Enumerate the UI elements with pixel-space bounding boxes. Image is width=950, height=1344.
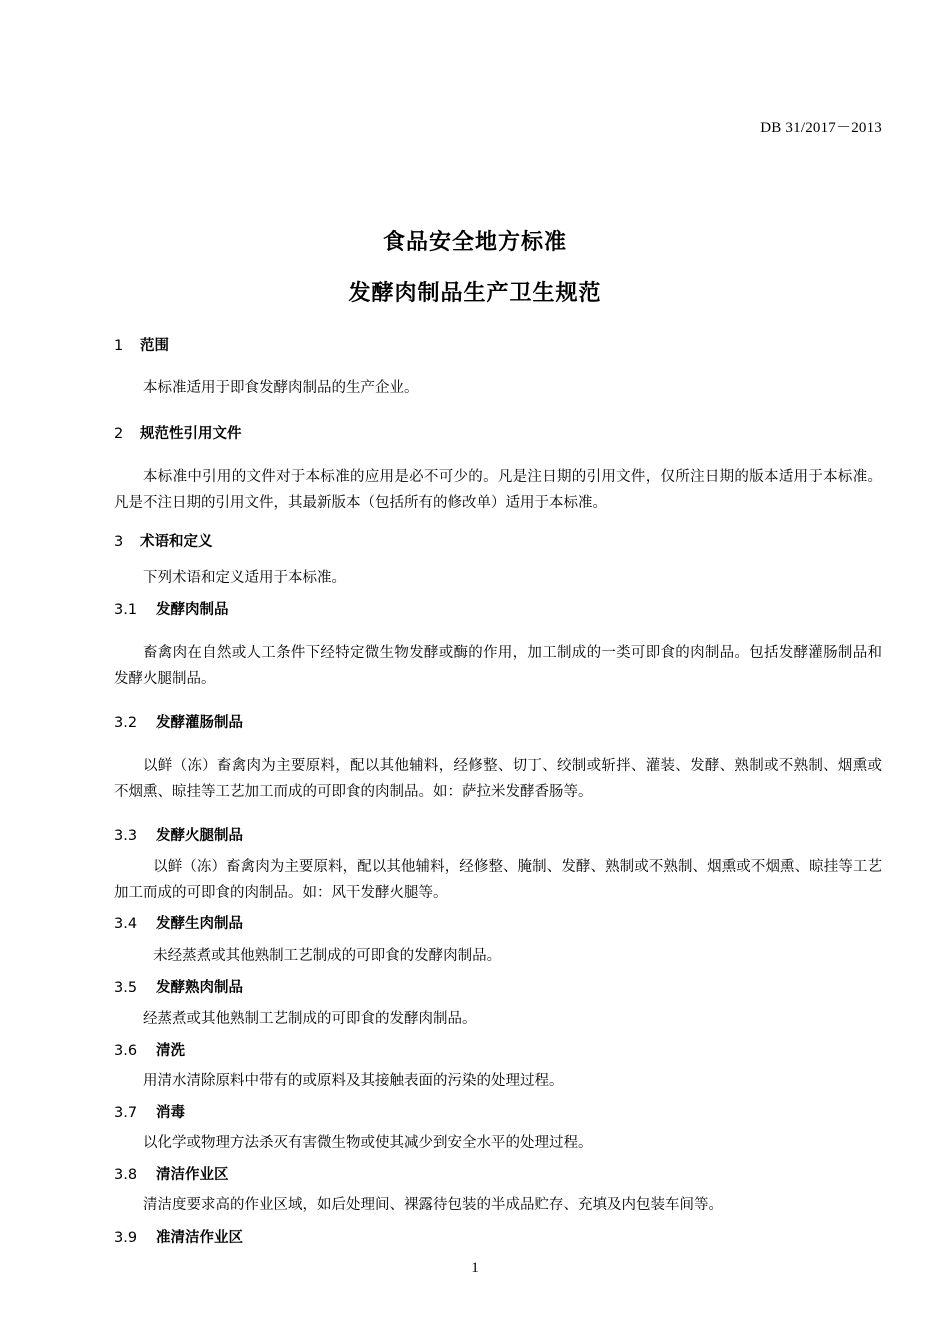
section-paragraph-3-6: 用清水清除原料中带有的或原料及其接触表面的污染的处理过程。 [143, 1073, 564, 1089]
section-number: 3.1 [114, 602, 138, 618]
section-paragraph-1: 本标准适用于即食发酵肉制品的生产企业。 [143, 380, 419, 396]
section-title: 消毒 [156, 1105, 185, 1121]
section-title: 术语和定义 [140, 534, 213, 550]
section-heading-3 [114, 530, 213, 551]
section-title: 发酵火腿制品 [156, 828, 243, 844]
standard-code: DB 31/2017－2013 [760, 120, 882, 136]
section-paragraph-3-3: 以鲜（冻）畜禽肉为主要原料，配以其他辅料，经修整、腌制、发酵、熟制或不熟制、烟熏或不烟熏、晾挂等工艺加工而成的可即食的肉制品。如：风干发酵火腿等。 [114, 859, 882, 901]
section-heading-3-4 [114, 912, 243, 933]
section-title: 发酵肉制品 [156, 602, 229, 618]
section-paragraph-3-1: 畜禽肉在自然或人工条件下经特定微生物发酵或酶的作用，加工制成的一类可即食的肉制品。包括发酵灌肠制品和发酵火腿制品。 [114, 645, 882, 687]
section-number: 3.4 [114, 916, 138, 932]
section-title: 清洁作业区 [156, 1167, 229, 1183]
document-title: 食品安全地方标准 [382, 230, 567, 255]
section-number: 1 [114, 338, 124, 354]
section-title: 发酵熟肉制品 [156, 980, 243, 996]
section-heading-3-9 [114, 1226, 243, 1247]
section-heading-3-1 [114, 598, 229, 619]
section-paragraph-2: 本标准中引用的文件对于本标准的应用是必不可少的。凡是注日期的引用文件，仅所注日期的版本适用于本标准。凡是不注日期的引用文件，其最新版本（包括所有的修改单）适用于本标准。 [114, 469, 882, 511]
section-number: 3 [114, 534, 124, 550]
section-heading-3-6 [114, 1039, 185, 1060]
section-heading-3-8 [114, 1163, 229, 1184]
section-number: 3.5 [114, 980, 138, 996]
section-paragraph-3: 下列术语和定义适用于本标准。 [143, 570, 346, 586]
page-number: 1 [471, 1260, 479, 1276]
section-number: 3.2 [114, 715, 138, 731]
section-heading-2 [114, 422, 242, 443]
section-title: 准清洁作业区 [156, 1230, 243, 1246]
section-number: 3.6 [114, 1043, 138, 1059]
section-paragraph-3-8: 清洁度要求高的作业区域，如后处理间、裸露待包装的半成品贮存、充填及内包装车间等。 [143, 1197, 723, 1213]
section-number: 3.3 [114, 828, 138, 844]
section-title: 清洗 [156, 1043, 185, 1059]
section-number: 3.7 [114, 1105, 138, 1121]
section-heading-3-3 [114, 824, 243, 845]
section-title: 发酵灌肠制品 [156, 715, 243, 731]
section-number: 3.8 [114, 1167, 138, 1183]
section-title: 范围 [140, 338, 169, 354]
section-number: 3.9 [114, 1230, 138, 1246]
section-number: 2 [114, 426, 124, 442]
section-title: 发酵生肉制品 [156, 916, 243, 932]
section-title: 规范性引用文件 [140, 426, 242, 442]
section-paragraph-3-7: 以化学或物理方法杀灭有害微生物或使其减少到安全水平的处理过程。 [143, 1135, 593, 1151]
section-paragraph-3-2: 以鲜（冻）畜禽肉为主要原料，配以其他辅料，经修整、切丁、绞制或斩拌、灌装、发酵、熟制或不熟制、烟熏或不烟熏、晾挂等工艺加工而成的可即食的肉制品。如：萨拉米发酵香肠等。 [114, 758, 882, 800]
section-paragraph-3-4: 未经蒸煮或其他熟制工艺制成的可即食的发酵肉制品。 [153, 948, 502, 964]
document-subtitle: 发酵肉制品生产卫生规范 [348, 281, 602, 306]
section-heading-3-5 [114, 976, 243, 997]
section-heading-3-7 [114, 1101, 185, 1122]
section-paragraph-3-5: 经蒸煮或其他熟制工艺制成的可即食的发酵肉制品。 [143, 1011, 477, 1027]
section-heading-3-2 [114, 711, 243, 732]
section-heading-1 [114, 334, 169, 355]
